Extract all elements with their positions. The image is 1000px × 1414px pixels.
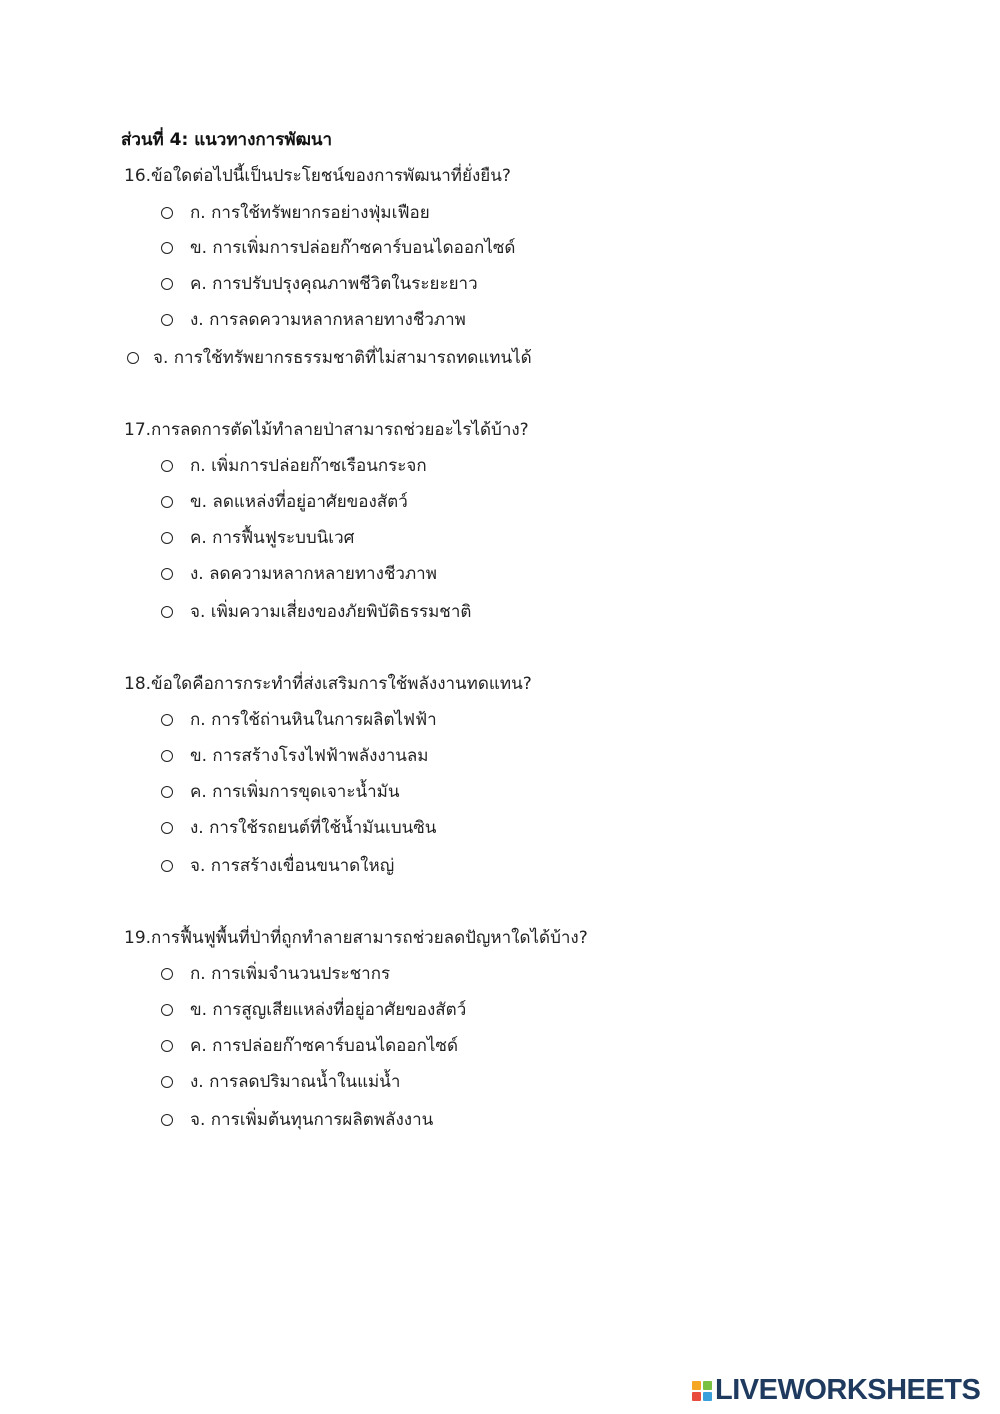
radio-button[interactable] [161,606,173,618]
radio-button[interactable] [161,714,173,726]
option-label: ค. การฟื้นฟูระบบนิเวศ [190,528,355,548]
radio-button[interactable] [161,822,173,834]
option-19-b[interactable] [161,996,466,1023]
radio-button[interactable] [161,278,173,290]
radio-button[interactable] [161,1004,173,1016]
option-label: ข. การสร้างโรงไฟฟ้าพลังงานลม [190,746,429,766]
option-label: ค. การปล่อยก๊าซคาร์บอนไดออกไซด์ [190,1036,459,1056]
radio-button[interactable] [161,242,173,254]
option-label: ข. การสูญเสียแหล่งที่อยู่อาศัยของสัตว์ [190,1000,467,1020]
option-label: ก. การเพิ่มจำนวนประชากร [190,964,391,984]
logo-square [703,1392,712,1401]
section-title: ส่วนที่ 4: แนวทางการพัฒนา [121,130,333,150]
option-18-a[interactable] [161,706,437,733]
question-18: 18.ข้อใดคือการกระทำที่ส่งเสริมการใช้พลังงานทดแทน? [124,674,532,694]
radio-button[interactable] [161,314,173,326]
radio-button[interactable] [161,1040,173,1052]
option-19-e[interactable] [161,1106,433,1133]
radio-button[interactable] [161,750,173,762]
logo-text: LIVEWORKSHEETS [715,1374,981,1406]
option-label: จ. การเพิ่มต้นทุนการผลิตพลังงาน [190,1110,434,1130]
option-19-c[interactable] [161,1032,458,1059]
liveworksheets-logo [692,1374,980,1407]
option-label: ง. การลดปริมาณน้ำในแม่น้ำ [190,1072,401,1092]
radio-button[interactable] [161,860,173,872]
question-16: 16.ข้อใดต่อไปนี้เป็นประโยชน์ของการพัฒนาที่ยั่งยืน? [124,166,511,186]
option-19-d[interactable] [161,1068,400,1095]
option-label: ง. การใช้รถยนต์ที่ใช้น้ำมันเบนซิน [190,818,437,838]
radio-button[interactable] [161,1114,173,1126]
option-label: จ. การใช้ทรัพยากรธรรมชาติที่ไม่สามารถทดแทนได้ [153,348,532,368]
question-19: 19.การฟื้นฟูพื้นที่ป่าที่ถูกทำลายสามารถช่วยลดปัญหาใดได้บ้าง? [124,928,588,948]
radio-button[interactable] [161,460,173,472]
option-label: ค. การปรับปรุงคุณภาพชีวิตในระยะยาว [190,274,478,294]
option-16-b[interactable] [161,234,515,261]
option-18-c[interactable] [161,778,399,805]
option-label: ข. ลดแหล่งที่อยู่อาศัยของสัตว์ [190,492,408,512]
radio-button[interactable] [161,496,173,508]
option-18-d[interactable] [161,814,436,841]
option-16-a[interactable] [161,199,430,226]
option-17-d[interactable] [161,560,437,587]
liveworksheets-logo-icon [692,1381,712,1401]
option-17-b[interactable] [161,488,408,515]
option-label: ก. เพิ่มการปล่อยก๊าซเรือนกระจก [190,456,427,476]
option-label: ก. การใช้ทรัพยากรอย่างฟุ่มเฟือย [190,203,430,223]
radio-button[interactable] [161,1076,173,1088]
radio-button[interactable] [127,352,139,364]
option-16-e[interactable] [127,344,532,371]
option-label: ง. ลดความหลากหลายทางชีวภาพ [190,564,437,584]
logo-square [692,1381,701,1390]
radio-button[interactable] [161,207,173,219]
logo-square [703,1381,712,1390]
option-19-a[interactable] [161,960,390,987]
radio-button[interactable] [161,532,173,544]
option-17-c[interactable] [161,524,354,551]
question-17: 17.การลดการตัดไม้ทำลายป่าสามารถช่วยอะไรได้บ้าง? [124,420,529,440]
logo-square [692,1392,701,1401]
option-label: จ. การสร้างเขื่อนขนาดใหญ่ [190,856,395,876]
option-16-c[interactable] [161,270,478,297]
option-17-a[interactable] [161,452,427,479]
option-17-e[interactable] [161,598,471,625]
radio-button[interactable] [161,968,173,980]
option-18-e[interactable] [161,852,394,879]
option-label: ง. การลดความหลากหลายทางชีวภาพ [190,310,466,330]
radio-button[interactable] [161,786,173,798]
option-16-d[interactable] [161,306,466,333]
option-label: ก. การใช้ถ่านหินในการผลิตไฟฟ้า [190,710,437,730]
option-label: จ. เพิ่มความเสี่ยงของภัยพิบัติธรรมชาติ [190,602,472,622]
option-18-b[interactable] [161,742,429,769]
radio-button[interactable] [161,568,173,580]
option-label: ค. การเพิ่มการขุดเจาะน้ำมัน [190,782,400,802]
option-label: ข. การเพิ่มการปล่อยก๊าซคาร์บอนไดออกไซด์ [190,238,516,258]
